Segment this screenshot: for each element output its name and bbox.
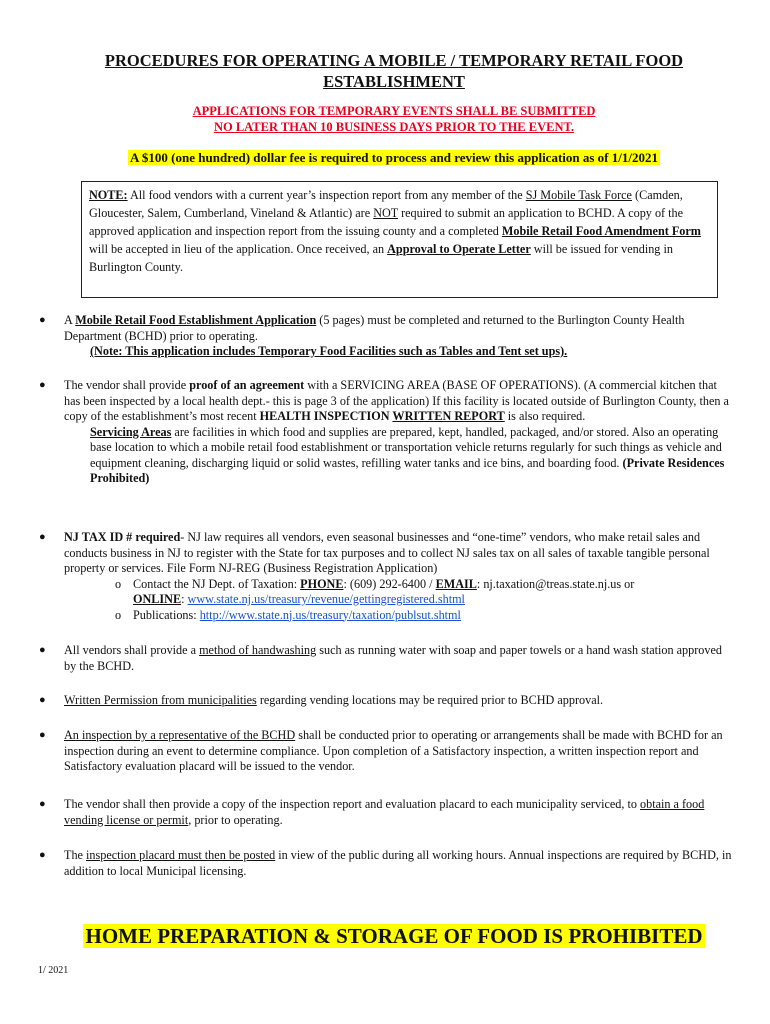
bullet-vending-license: ● The vendor shall then provide a copy of the inspection report and evaluation placard to each municipality serviced, to obtain a food vending license or permit, prior to operating.: [39, 797, 705, 827]
task-force-name: SJ Mobile Task Force: [525, 188, 632, 202]
fee-notice: [60, 150, 728, 166]
bullet-marker: ●: [39, 531, 46, 543]
task-force-note-box: NOTE: All food vendors with a current year’s inspection report from any member of the SJ Mobile Task Force (Camden, Gloucester, Salem, Cumberland, Vineland & Atlantic) are NOT required to submit an application to BCHD. A copy of the approved application and inspection report from the issuing county and a completed Mobile Retail Food Amendment Form will be accepted in lieu of the application. Once received, an Approval to Operate Letter will be issued for vending in Burlington County.: [81, 181, 718, 298]
bullet-written-permission: ● Written Permission from municipalities regarding vending locations may be required prior to BCHD approval.: [39, 693, 604, 707]
bullet-marker: ●: [39, 798, 46, 810]
not-emphasis: NOT: [373, 206, 399, 220]
bullet-servicing-area: ● The vendor shall provide proof of an agreement with a SERVICING AREA (BASE OF OPERATIONS). (A commercial kitchen that has been inspected by a local health dept.- this is page 3 of the application) If this facility is located outside of Burlington County, then a copy of the establishment’s most recent HEALTH INSPECTION WRITTEN REPORT is also required. Servicing Areas are facilities in which food and supplies are prepared, kept, handled, packaged, and/or stored. Also an operating base location to which a mobile retail food establishment or transportation vehicle returns regularly for such things as vehicle and equipment cleaning, discharging liquid or solid wastes, refilling water tanks and ice bins, and boarding food. (Private Residences Prohibited): [64, 378, 736, 487]
bullet-application: ● A Mobile Retail Food Establishment Application (5 pages) must be completed and returned to the Burlington County Health Department (BCHD) prior to operating. (Note: This application includes Temporary Food Facilities such as Tables and Tent set ups).: [64, 313, 736, 360]
bullet-marker: ●: [39, 314, 46, 326]
application-name: Mobile Retail Food Establishment Application: [75, 313, 317, 327]
bullet-marker: ●: [39, 644, 46, 656]
fee-highlight: A $100 (one hundred) dollar fee is required to process and review this application as of 1/1/2021: [130, 150, 658, 165]
page-title: PROCEDURES FOR OPERATING A MOBILE / TEMPORARY RETAIL FOOD ESTABLISHMENT: [104, 51, 684, 91]
home-warning-highlight: HOME PREPARATION & STORAGE OF FOOD IS PROHIBITED: [85, 924, 703, 948]
tax-registration-link[interactable]: www.state.nj.us/treasury/revenue/gettingregistered.shtml: [187, 592, 465, 606]
submission-deadline-notice: APPLICATIONS FOR TEMPORARY EVENTS SHALL BE SUBMITTED NO LATER THAN 10 BUSINESS DAYS PRIOR TO THE EVENT.: [192, 104, 596, 134]
note-label: NOTE:: [89, 188, 128, 202]
tax-contact-item: o Contact the NJ Dept. of Taxation: PHONE: (609) 292-6400 / EMAIL: nj.taxation@treas.state.nj.us or ONLINE: www.state.nj.us/treasury/revenue/gettingregistered.shtml: [115, 576, 635, 606]
bullet-nj-tax-id: ● NJ TAX ID # required- NJ law requires all vendors, even seasonal businesses and “one-time” vendors, who make retail sales and conducts business in NJ to register with the State for tax purposes and to collect NJ sales tax on all sales of taxable tangible personal property or services. File Form NJ-REG (Business Registration Application) o Contact the NJ Dept. of Taxation: PHONE: (609) 292-6400 / EMAIL: nj.taxation@treas.state.nj.us or ONLINE: www.state.nj.us/treasury/revenue/gettingregistered.shtml o Publications: http://www.state.nj.us/treasury/taxation/publsut.shtml: [64, 530, 736, 623]
bullet-marker: ●: [39, 729, 46, 741]
approval-letter-name: Approval to Operate Letter: [387, 242, 531, 256]
servicing-areas-definition: Servicing Areas are facilities in which food and supplies are prepared, kept, handled, packaged, and/or stored. Also an operating base location to which a mobile retail food establishment or transportation vehicle returns regularly for such things as vehicle and equipment cleaning, discharging liquid or solid wastes, refilling water tanks and ice bins, and boarding food. (Private Residences Prohibited): [90, 424, 725, 485]
bullet-handwashing: ● All vendors shall provide a method of handwashing such as running water with soap and paper towels or a hand wash station approved by the BCHD.: [39, 643, 722, 673]
tax-publications-item: o Publications: http://www.state.nj.us/treasury/taxation/publsut.shtml: [115, 607, 461, 622]
bullet-marker: ●: [39, 849, 46, 861]
bullet-marker: ●: [39, 694, 46, 706]
footer-date: 1/ 2021: [38, 965, 69, 976]
tax-publications-link[interactable]: http://www.state.nj.us/treasury/taxation/publsut.shtml: [199, 607, 461, 622]
bullet-placard: ● The inspection placard must then be posted in view of the public during all working hours. Annual inspections are required by BCHD, in addition to local Municipal licensing.: [39, 848, 732, 878]
application-note: (Note: This application includes Temporary Food Facilities such as Tables and Tent set ups).: [90, 344, 568, 358]
amendment-form-name: Mobile Retail Food Amendment Form: [501, 224, 701, 238]
tax-email: : nj.taxation@treas.state.nj.us or: [476, 576, 635, 591]
bullet-inspection: ● An inspection by a representative of the BCHD shall be conducted prior to operating or arrangements shall be made with BCHD for an inspection during an event to determine compliance. Upon completion of a Satisfactory inspection, a written inspection report and Satisfactory evaluation placard will be issued to the vendor.: [39, 728, 723, 773]
home-preparation-warning: [58, 922, 730, 950]
bullet-marker: ●: [39, 379, 46, 391]
